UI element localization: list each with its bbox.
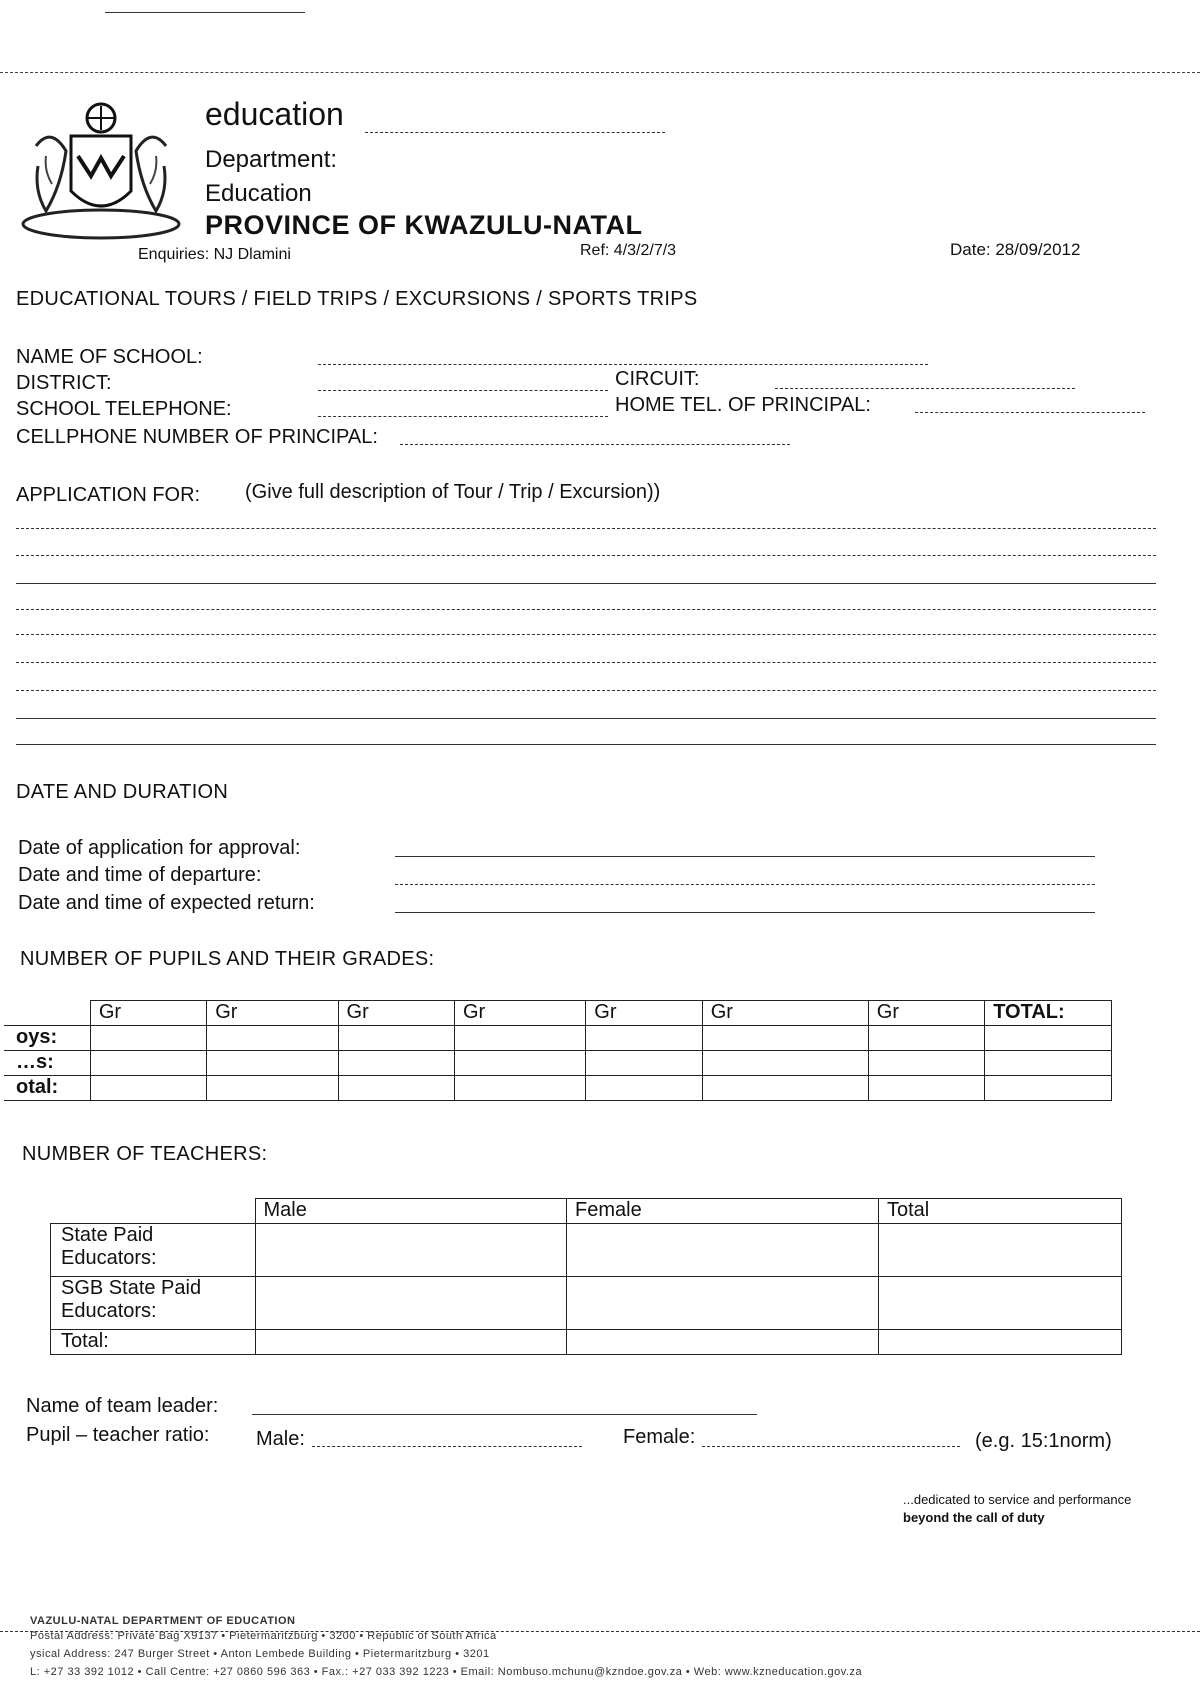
row-label: State Paid Educators: [51, 1224, 256, 1277]
pupils-row-girls [4, 1051, 1112, 1076]
table-cell[interactable] [586, 1026, 702, 1051]
pupils-row-boys [4, 1026, 1112, 1051]
table-cell[interactable] [586, 1051, 702, 1076]
school-telephone-label: SCHOOL TELEPHONE: [16, 398, 232, 420]
coat-of-arms-logo [16, 96, 186, 246]
district-label: DISTRICT: [16, 372, 112, 394]
province-title: PROVINCE OF KWAZULU-NATAL [205, 210, 643, 240]
circuit-field[interactable] [775, 388, 1075, 389]
female-label: Female: [623, 1426, 696, 1448]
table-cell[interactable] [586, 1076, 702, 1101]
departure-field[interactable] [395, 884, 1095, 885]
application-line[interactable] [16, 662, 1156, 663]
dept-line2: Education [205, 180, 312, 207]
table-cell[interactable] [454, 1026, 585, 1051]
row-label: SGB State Paid Educators: [51, 1277, 256, 1330]
pupils-table [4, 1000, 1112, 1101]
date-duration-heading: DATE AND DURATION [16, 781, 229, 803]
dept-line1: Department: [205, 146, 338, 173]
education-word: education [205, 96, 344, 132]
application-line[interactable] [16, 744, 1156, 745]
table-cell[interactable] [878, 1330, 1121, 1355]
scan-edge-top [0, 72, 1200, 73]
row-label: oys: [4, 1026, 90, 1051]
teachers-row-total [51, 1330, 1122, 1355]
home-tel-label: HOME TEL. OF PRINCIPAL: [615, 394, 871, 416]
departure-label: Date and time of departure: [18, 864, 262, 886]
table-cell[interactable] [702, 1076, 868, 1101]
total-column-header: TOTAL: [985, 1001, 1112, 1026]
table-cell[interactable] [207, 1076, 338, 1101]
grade-column-header: Gr [868, 1001, 984, 1026]
return-label: Date and time of expected return: [18, 892, 315, 914]
pupils-row-total [4, 1076, 1112, 1101]
table-cell[interactable] [868, 1026, 984, 1051]
table-cell[interactable] [985, 1076, 1112, 1101]
grade-column-header: Gr [90, 1001, 206, 1026]
table-cell[interactable] [338, 1026, 454, 1051]
ratio-label: Pupil – teacher ratio: [26, 1424, 210, 1446]
circuit-label: CIRCUIT: [615, 368, 700, 390]
scan-mark [105, 12, 305, 13]
table-cell[interactable] [90, 1076, 206, 1101]
male-column-header: Male [255, 1199, 566, 1224]
footer-physical-address: ysical Address: 247 Burger Street • Anton Lembede Building • Pietermaritzburg • 3201 [30, 1648, 490, 1660]
application-label: APPLICATION FOR: [16, 484, 201, 506]
teachers-heading: NUMBER OF TEACHERS: [22, 1143, 268, 1165]
corner-cell [51, 1199, 256, 1224]
table-cell[interactable] [985, 1026, 1112, 1051]
home-tel-field[interactable] [915, 412, 1145, 413]
motto-line1: ...dedicated to service and performance [903, 1492, 1132, 1507]
date: Date: 28/09/2012 [950, 240, 1081, 259]
school-name-label: NAME OF SCHOOL: [16, 346, 203, 368]
application-line[interactable] [16, 718, 1156, 719]
teachers-header-row [51, 1199, 1122, 1224]
teachers-row-state [51, 1224, 1122, 1277]
female-column-header: Female [567, 1199, 879, 1224]
table-cell[interactable] [702, 1026, 868, 1051]
footer-department: VAZULU-NATAL DEPARTMENT OF EDUCATION [30, 1615, 296, 1627]
pupils-header-row [4, 1001, 1112, 1026]
table-cell[interactable] [567, 1277, 879, 1330]
female-ratio-field[interactable] [702, 1446, 960, 1447]
row-label: otal: [4, 1076, 90, 1101]
row-label: …s: [4, 1051, 90, 1076]
motto-line2: beyond the call of duty [903, 1510, 1045, 1525]
table-cell[interactable] [985, 1051, 1112, 1076]
team-leader-field[interactable] [252, 1414, 757, 1415]
table-cell[interactable] [878, 1224, 1121, 1277]
cellphone-field[interactable] [400, 444, 790, 445]
application-line[interactable] [16, 634, 1156, 635]
district-field[interactable] [318, 390, 608, 391]
team-leader-label: Name of team leader: [26, 1395, 219, 1417]
cellphone-label: CELLPHONE NUMBER OF PRINCIPAL: [16, 426, 378, 448]
application-date-label: Date of application for approval: [18, 837, 301, 859]
reference: Ref: 4/3/2/7/3 [580, 242, 677, 259]
table-cell[interactable] [338, 1076, 454, 1101]
table-cell[interactable] [868, 1051, 984, 1076]
application-line[interactable] [16, 690, 1156, 691]
footer-contact: L: +27 33 392 1012 • Call Centre: +27 0860 596 363 • Fax.: +27 033 392 1223 • Email: Nombuso.mchunu@kzndoe.gov.za • Web: www.kzneducation.gov.za [30, 1666, 863, 1678]
application-line[interactable] [16, 528, 1156, 529]
table-cell[interactable] [207, 1026, 338, 1051]
enquiries: Enquiries: NJ Dlamini [138, 246, 291, 263]
table-cell[interactable] [255, 1330, 566, 1355]
table-cell[interactable] [454, 1051, 585, 1076]
table-cell[interactable] [338, 1051, 454, 1076]
application-line[interactable] [16, 583, 1156, 584]
table-cell[interactable] [702, 1051, 868, 1076]
return-field[interactable] [395, 912, 1095, 913]
teachers-row-sgb [51, 1277, 1122, 1330]
ratio-example: (e.g. 15:1norm) [975, 1430, 1112, 1452]
table-cell[interactable] [207, 1051, 338, 1076]
grade-column-header: Gr [586, 1001, 702, 1026]
grade-column-header: Gr [207, 1001, 338, 1026]
teachers-table [50, 1198, 1122, 1355]
table-cell[interactable] [878, 1277, 1121, 1330]
school-name-field[interactable] [318, 364, 928, 365]
pupils-heading: NUMBER OF PUPILS AND THEIR GRADES: [20, 948, 435, 970]
row-label: Total: [51, 1330, 256, 1355]
application-hint: (Give full description of Tour / Trip / Excursion)) [245, 481, 661, 503]
table-cell[interactable] [454, 1076, 585, 1101]
school-telephone-field[interactable] [318, 416, 608, 417]
table-cell[interactable] [868, 1076, 984, 1101]
grade-column-header: Gr [454, 1001, 585, 1026]
header-rule [365, 132, 665, 133]
corner-cell [4, 1001, 90, 1026]
grade-column-header: Gr [702, 1001, 868, 1026]
table-cell[interactable] [90, 1051, 206, 1076]
table-cell[interactable] [567, 1224, 879, 1277]
table-cell[interactable] [255, 1224, 566, 1277]
application-date-field[interactable] [395, 856, 1095, 857]
male-label: Male: [256, 1428, 305, 1450]
table-cell[interactable] [90, 1026, 206, 1051]
male-ratio-field[interactable] [312, 1446, 582, 1447]
application-line[interactable] [16, 609, 1156, 610]
table-cell[interactable] [567, 1330, 879, 1355]
application-line[interactable] [16, 555, 1156, 556]
table-cell[interactable] [255, 1277, 566, 1330]
footer-postal-address: Postal Address: Private Bag X9137 • Pietermaritzburg • 3200 • Republic of South Africa [30, 1630, 497, 1642]
grade-column-header: Gr [338, 1001, 454, 1026]
total-column-header: Total [878, 1199, 1121, 1224]
form-title: EDUCATIONAL TOURS / FIELD TRIPS / EXCURSIONS / SPORTS TRIPS [16, 288, 698, 310]
